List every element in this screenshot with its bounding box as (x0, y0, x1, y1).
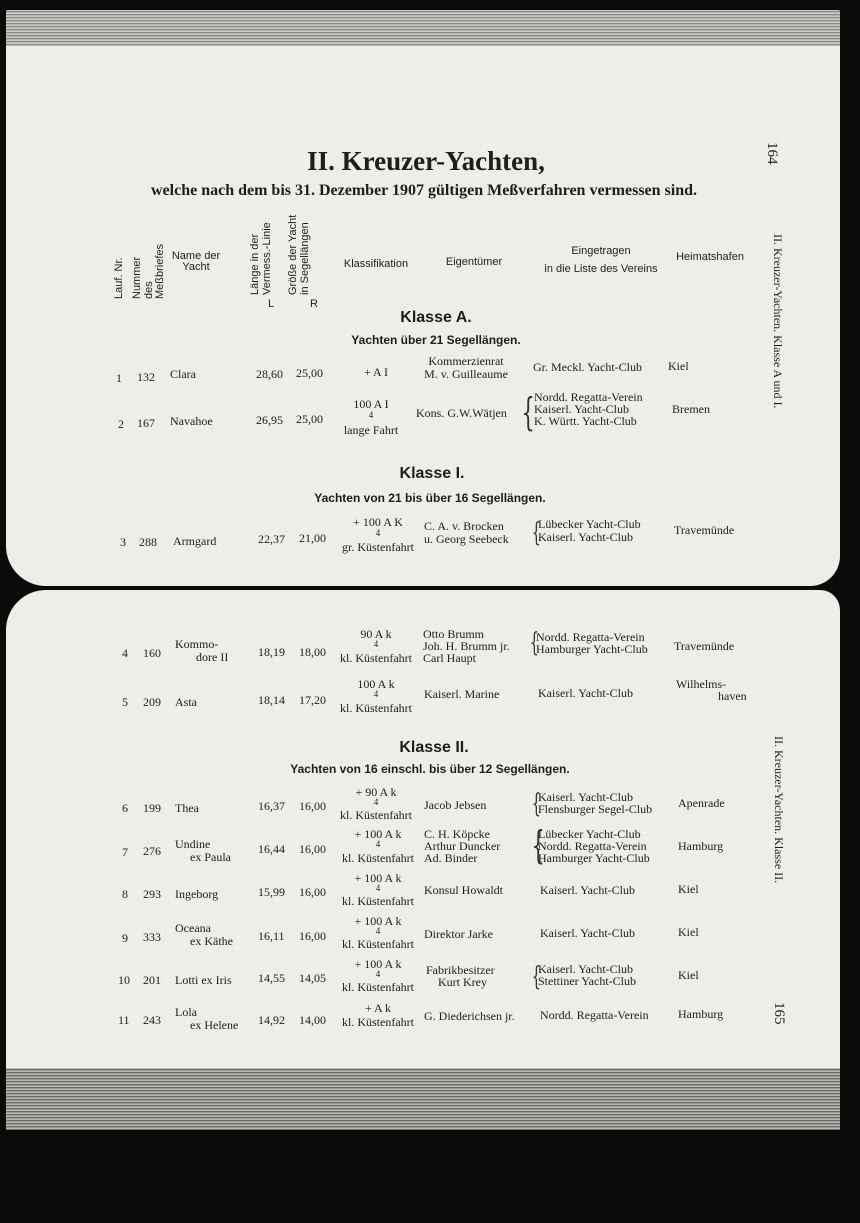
row-10-verein-1: Kaiserl. Yacht-Club (538, 962, 633, 976)
row-3-klass-3: gr. Küstenfahrt (342, 540, 414, 554)
row-2-nr: 2 (118, 417, 124, 431)
row-7-verein-3: Hamburger Yacht-Club (538, 851, 650, 865)
running-head-bottom: II. Kreuzer-Yachten. Klasse II. (772, 736, 786, 884)
row-5-L: 18,14 (258, 693, 285, 707)
row-1-brief: 132 (137, 370, 155, 384)
row-1-hafen: Kiel (668, 359, 689, 373)
row-4-R: 18,00 (299, 645, 326, 659)
row-8-R: 16,00 (299, 885, 326, 899)
row-3-brace: { (531, 518, 541, 548)
row-10-L: 14,55 (258, 971, 285, 985)
row-4-klass-1: 90 A k (360, 627, 392, 641)
row-5-hafen-2: haven (718, 689, 747, 703)
row-7-klass-1: + 100 A k (354, 827, 402, 841)
row-9-hafen: Kiel (678, 925, 699, 939)
row-1-owner-1: Kommerzienrat (428, 354, 504, 368)
row-3-hafen: Travemünde (674, 523, 735, 537)
row-6-owner: Jacob Jebsen (424, 798, 487, 812)
row-3-L: 22,37 (258, 532, 285, 546)
row-4-verein-1: Nordd. Regatta-Verein (536, 630, 645, 644)
col-eigentuemer: Eigentümer (445, 256, 503, 268)
row-2-L: 26,95 (256, 413, 283, 427)
row-10-R: 14,05 (299, 971, 326, 985)
row-9-owner: Direktor Jarke (424, 927, 493, 941)
row-7-klass-3: kl. Küstenfahrt (342, 851, 414, 865)
section-ii-title: Klasse II. (399, 739, 469, 756)
row-2-klass-2: 4 (368, 410, 374, 420)
row-6-klass-2: 4 (373, 797, 379, 807)
section-a-subtitle: Yachten über 21 Segellängen. (351, 333, 521, 347)
row-8-hafen: Kiel (678, 882, 699, 896)
row-9-verein: Kaiserl. Yacht-Club (540, 926, 635, 940)
page-number-bottom: 165 (771, 1002, 787, 1025)
row-9-name-2: ex Käthe (190, 934, 233, 948)
row-5-R: 17,20 (299, 693, 326, 707)
bottom-page (6, 590, 840, 1130)
row-2-klass-3: lange Fahrt (343, 423, 399, 437)
row-10-hafen: Kiel (678, 968, 699, 982)
row-4-owner-1: Otto Brumm (423, 627, 485, 641)
row-4-brief: 160 (143, 646, 161, 660)
col-eingetragen-1: Eingetragen (571, 245, 631, 257)
row-7-owner-3: Ad. Binder (424, 851, 478, 865)
row-10-nr: 10 (118, 973, 130, 987)
col-groesse: Größe der Yacht in Segellängen (287, 214, 311, 295)
row-5-owner: Kaiserl. Marine (424, 687, 500, 701)
row-2-verein-1: Nordd. Regatta-Verein (534, 390, 643, 404)
row-5-hafen-1: Wilhelms- (676, 677, 727, 691)
col-nummer: Nummer des Meßbriefes (131, 243, 167, 299)
row-11-klass-1: + A k (364, 1001, 392, 1015)
row-8-verein: Kaiserl. Yacht-Club (540, 883, 635, 897)
row-2-verein-3: K. Württ. Yacht-Club (534, 414, 637, 428)
section-i-title: Klasse I. (399, 465, 465, 482)
row-7-R: 16,00 (299, 842, 326, 856)
running-head-top: II. Kreuzer-Yachten. Klasse A und I. (771, 234, 785, 409)
row-9-name-1: Oceana (175, 921, 211, 935)
row-11-brief: 243 (143, 1013, 161, 1027)
row-6-nr: 6 (122, 801, 128, 815)
row-4-L: 18,19 (258, 645, 285, 659)
col-heimatshafen: Heimatshafen (676, 251, 744, 263)
top-page (6, 10, 840, 586)
page-subtitle: welche nach dem bis 31. Dezember 1907 gültigen Meßverfahren vermessen sind. (150, 182, 698, 199)
row-11-R: 14,00 (299, 1013, 326, 1027)
row-2-klass-1: 100 A I (353, 397, 389, 411)
row-5-klass-1: 100 A k (357, 677, 395, 691)
row-6-klass-3: kl. Küstenfahrt (340, 808, 412, 822)
row-8-owner: Konsul Howaldt (424, 883, 503, 897)
row-1-L: 28,60 (256, 367, 283, 381)
row-6-hafen: Apenrade (678, 796, 725, 810)
row-7-name-2: ex Paula (190, 850, 231, 864)
row-3-nr: 3 (120, 535, 126, 549)
row-10-brace: { (531, 962, 541, 992)
row-6-verein-1: Kaiserl. Yacht-Club (538, 790, 633, 804)
row-5-klass-2: 4 (373, 689, 379, 699)
row-7-owner-1: C. H. Köpcke (424, 827, 490, 841)
row-6-L: 16,37 (258, 799, 285, 813)
row-1-name: Clara (170, 367, 196, 381)
row-3-brief: 288 (139, 535, 157, 549)
row-10-klass-2: 4 (375, 969, 381, 979)
row-9-klass-1: + 100 A k (354, 914, 402, 928)
row-7-nr: 7 (122, 845, 128, 859)
col-laenge: Länge in der Vermess.-Linie (249, 222, 273, 295)
row-11-klass-2: kl. Küstenfahrt (342, 1015, 414, 1029)
row-4-name-1: Kommo- (175, 637, 219, 651)
row-8-L: 15,99 (258, 885, 285, 899)
row-9-nr: 9 (122, 931, 128, 945)
row-5-name: Asta (175, 695, 197, 709)
row-6-verein-2: Flensburger Segel-Club (538, 802, 653, 816)
row-2-brace: { (521, 390, 535, 434)
row-10-brief: 201 (143, 973, 161, 987)
row-7-L: 16,44 (258, 842, 285, 856)
row-5-klass-3: kl. Küstenfahrt (340, 701, 412, 715)
row-10-verein-2: Stettiner Yacht-Club (538, 974, 636, 988)
row-2-brief: 167 (137, 416, 155, 430)
row-4-klass-2: 4 (373, 639, 379, 649)
row-11-name-2: ex Helene (190, 1018, 239, 1032)
row-10-name: Lotti ex Iris (175, 973, 232, 987)
row-2-name: Navahoe (170, 414, 213, 428)
row-4-verein-2: Hamburger Yacht-Club (536, 642, 648, 656)
row-11-name-1: Lola (175, 1005, 197, 1019)
row-1-verein-1: Gr. Meckl. Yacht-Club (533, 360, 642, 374)
row-7-klass-2: 4 (375, 839, 381, 849)
row-7-verein-1: Lübecker Yacht-Club (538, 827, 641, 841)
row-11-L: 14,92 (258, 1013, 285, 1027)
row-4-nr: 4 (122, 646, 128, 660)
row-9-klass-2: 4 (375, 926, 381, 936)
row-1-R: 25,00 (296, 366, 323, 380)
row-1-klass: + A I (363, 365, 389, 379)
row-6-brace: { (531, 789, 541, 819)
row-3-owner-1: C. A. v. Brocken (424, 519, 504, 533)
row-6-R: 16,00 (299, 799, 326, 813)
section-i-subtitle: Yachten von 21 bis über 16 Segellängen. (314, 491, 546, 505)
col-groesse-symbol: R (310, 298, 318, 310)
section-a-title: Klasse A. (400, 309, 472, 326)
row-5-brief: 209 (143, 695, 161, 709)
row-4-owner-2: Joh. H. Brumm jr. (423, 639, 510, 653)
row-3-klass-1: + 100 A K (353, 515, 403, 529)
row-9-R: 16,00 (299, 929, 326, 943)
row-1-owner-2: M. v. Guilleaume (424, 367, 508, 381)
row-10-owner-1: Fabrikbesitzer (426, 963, 495, 977)
row-3-R: 21,00 (299, 531, 326, 545)
col-name: Name der Yacht (171, 250, 221, 273)
row-7-brace: { (531, 823, 545, 867)
row-2-verein-2: Kaiserl. Yacht-Club (534, 402, 629, 416)
row-3-verein-1: Lübecker Yacht-Club (538, 517, 641, 531)
page-title: II. Kreuzer-Yachten, (307, 146, 545, 176)
page-edges-top (6, 10, 840, 46)
row-3-klass-2: 4 (375, 528, 381, 538)
row-7-owner-2: Arthur Duncker (424, 839, 501, 853)
row-6-brief: 199 (143, 801, 161, 815)
row-5-nr: 5 (122, 695, 128, 709)
row-4-owner-3: Carl Haupt (423, 651, 476, 665)
col-lauf-nr: Lauf. Nr. (113, 257, 125, 299)
row-3-name: Armgard (173, 534, 217, 548)
col-eingetragen-2: in die Liste des Vereins (544, 263, 658, 275)
section-ii-subtitle: Yachten von 16 einschl. bis über 12 Segellängen. (290, 762, 570, 776)
row-4-brace: { (529, 628, 539, 658)
row-9-brief: 333 (143, 930, 161, 944)
row-1-nr: 1 (116, 371, 122, 385)
row-2-R: 25,00 (296, 412, 323, 426)
row-6-klass-1: + 90 A k (355, 785, 397, 799)
row-10-klass-1: + 100 A k (354, 957, 402, 971)
row-11-verein: Nordd. Regatta-Verein (540, 1008, 649, 1022)
page-edges-bottom (6, 1068, 840, 1130)
row-7-brief: 276 (143, 844, 161, 858)
row-10-owner-2: Kurt Krey (438, 975, 487, 989)
page-number-top: 164 (764, 142, 780, 165)
row-8-nr: 8 (122, 887, 128, 901)
row-9-L: 16,11 (258, 929, 285, 943)
row-7-name-1: Undine (175, 837, 211, 851)
row-8-klass-2: 4 (375, 883, 381, 893)
row-11-nr: 11 (118, 1013, 130, 1027)
row-4-hafen: Travemünde (674, 639, 735, 653)
row-4-name-2: dore II (196, 650, 229, 664)
row-2-owner-1: Kons. G.W.Wätjen (416, 406, 507, 420)
row-3-verein-2: Kaiserl. Yacht-Club (538, 530, 633, 544)
row-11-owner: G. Diederichsen jr. (424, 1009, 515, 1023)
row-6-name: Thea (175, 801, 199, 815)
row-7-hafen: Hamburg (678, 839, 724, 853)
row-5-verein: Kaiserl. Yacht-Club (538, 686, 633, 700)
row-8-klass-1: + 100 A k (354, 871, 402, 885)
row-8-klass-3: kl. Küstenfahrt (342, 894, 414, 908)
row-8-name: Ingeborg (175, 887, 219, 901)
row-2-hafen: Bremen (672, 402, 710, 416)
row-3-owner-2: u. Georg Seebeck (424, 532, 509, 546)
row-4-klass-3: kl. Küstenfahrt (340, 651, 412, 665)
col-laenge-symbol: L (267, 298, 275, 310)
row-7-verein-2: Nordd. Regatta-Verein (538, 839, 647, 853)
row-10-klass-3: kl. Küstenfahrt (342, 980, 414, 994)
row-11-hafen: Hamburg (678, 1007, 724, 1021)
row-9-klass-3: kl. Küstenfahrt (342, 937, 414, 951)
row-8-brief: 293 (143, 887, 161, 901)
col-klassifikation: Klassifikation (343, 258, 409, 270)
